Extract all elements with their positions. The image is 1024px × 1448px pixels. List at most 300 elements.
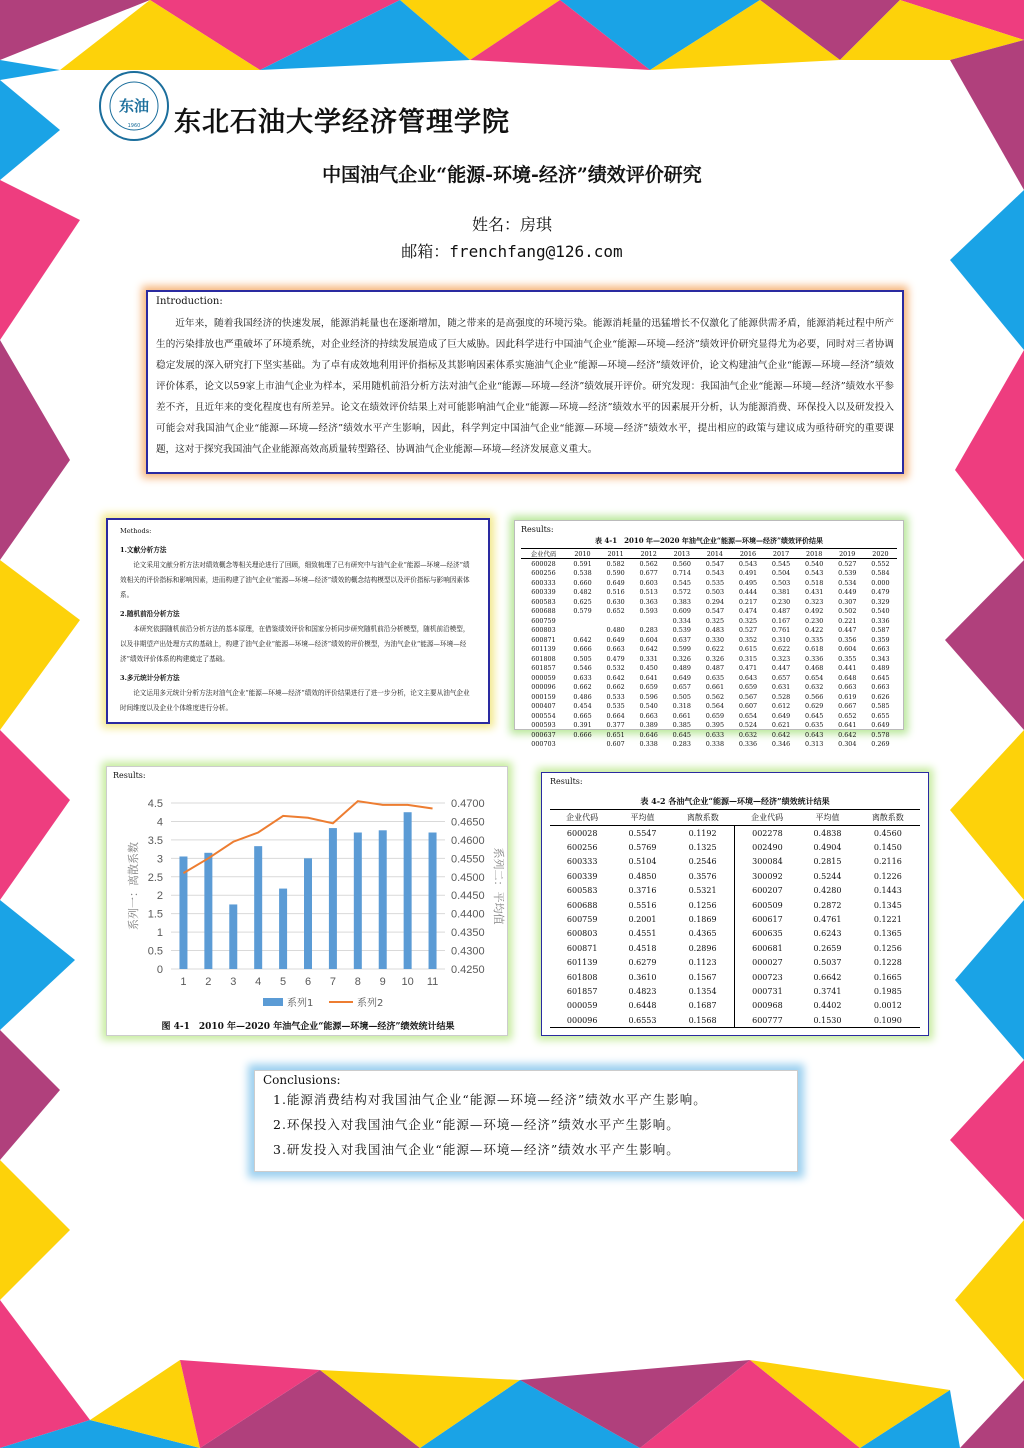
table-header-cell: 2017	[765, 549, 798, 559]
table-cell: 0.622	[771, 645, 791, 654]
table-row	[521, 702, 897, 712]
bar	[429, 833, 437, 969]
table-cell: 0.649	[606, 578, 625, 587]
table-cell: 0.441	[838, 664, 857, 673]
results-label: Results:	[521, 525, 554, 534]
table-cell: 0.659	[705, 711, 725, 720]
table-cell: 0.539	[838, 569, 857, 578]
methods-section-title: 3.多元统计分析方法	[120, 674, 180, 682]
table-cell: 0.562	[705, 692, 725, 701]
table-cell: 600583	[566, 886, 598, 896]
table-cell: 0.294	[705, 597, 725, 606]
results-table2-box	[541, 772, 929, 1036]
table-cell: 0.642	[838, 730, 857, 739]
statistics-table	[550, 809, 920, 1028]
table-cell: 0.3741	[813, 986, 842, 996]
table-cell: 0.505	[672, 692, 691, 701]
conclusion-item: 3.研发投入对我国油气企业“能源—环境—经济”绩效水平产生影响。	[273, 1142, 680, 1157]
table-cell: 600617	[752, 915, 783, 925]
table-cell: 0.363	[639, 597, 658, 606]
table-cell: 0.1090	[856, 1013, 920, 1028]
y2-tick-label: 0.4500	[451, 871, 485, 884]
chart-caption: 图 4-1 2010 年—2020 年油气企业“能源—环境—经济”绩效统计结果	[161, 1022, 455, 1032]
x-tick-label: 10	[401, 976, 414, 988]
table-cell: 0.1228	[873, 958, 902, 968]
table-cell: 0.450	[639, 664, 658, 673]
table-cell: 0.518	[805, 578, 824, 587]
table-cell: 0.6553	[614, 1013, 670, 1028]
table-cell: 0.1687	[671, 999, 735, 1013]
table-cell: 0.336	[871, 616, 890, 625]
table-cell: 0.1221	[873, 915, 902, 925]
table-cell: 0.5516	[628, 900, 657, 910]
table-row	[521, 597, 897, 607]
table-header-cell: 企业代码	[735, 810, 799, 826]
table-cell: 600207	[752, 886, 783, 896]
table-cell: 0.661	[705, 683, 725, 692]
table-cell: 0.637	[672, 635, 691, 644]
table-cell: 0.5547	[628, 828, 657, 838]
table-cell	[599, 616, 632, 626]
table-cell: 000096	[550, 1013, 614, 1028]
table-cell: 0.607	[606, 740, 625, 749]
table-cell: 600028	[531, 559, 556, 568]
table-cell: 0.502	[838, 607, 857, 616]
table-row	[521, 740, 897, 750]
table-cell: 0.335	[805, 635, 824, 644]
table-cell: 0.331	[639, 654, 658, 663]
table-row	[521, 730, 897, 740]
table-cell: 0.2546	[671, 855, 735, 869]
results-chart-box	[106, 766, 508, 1036]
table-cell: 600871	[566, 943, 598, 953]
table-cell: 0.657	[771, 673, 791, 682]
table-row	[550, 884, 920, 898]
table-cell: 0.307	[838, 597, 857, 606]
table-cell: 0.356	[838, 635, 857, 644]
table-cell: 0.336	[805, 654, 824, 663]
table-cell: 0.4560	[873, 828, 902, 838]
table-cell: 0.547	[705, 607, 725, 616]
table-cell: 0.516	[606, 588, 625, 597]
table-header-cell: 2011	[599, 549, 632, 559]
results-label: Results:	[550, 777, 583, 786]
table-cell: 300092	[752, 871, 783, 881]
table-header-cell: 2019	[831, 549, 864, 559]
table-cell: 0.5769	[628, 843, 657, 853]
performance-table	[521, 548, 897, 749]
bar	[279, 889, 287, 969]
table-cell: 0.642	[573, 635, 592, 644]
table-cell: 0.323	[771, 654, 791, 663]
table-cell: 0.1256	[671, 898, 735, 912]
table-cell: 0.5321	[671, 884, 735, 898]
table-cell: 0.1869	[671, 912, 735, 926]
y2-tick-label: 0.4350	[451, 927, 485, 940]
table-cell: 0.1365	[873, 929, 902, 939]
table-row	[521, 721, 897, 731]
table-row	[521, 588, 897, 598]
table-cell: 0.629	[805, 702, 824, 711]
table-cell: 0.539	[672, 626, 691, 635]
table-cell: 0.2872	[813, 900, 842, 910]
table-cell: 0.659	[639, 683, 658, 692]
table-row	[550, 984, 920, 998]
table-cell: 0.381	[771, 588, 791, 597]
table-cell: 0.325	[738, 616, 758, 625]
table-cell: 0.230	[771, 597, 791, 606]
table-cell: 0.5104	[628, 857, 657, 867]
table-cell: 0.325	[705, 616, 725, 625]
table-cell: 0.4904	[813, 843, 842, 853]
table-cell: 000723	[752, 972, 783, 982]
table-cell: 0.4850	[628, 871, 657, 881]
table-cell: 0.6642	[813, 972, 842, 982]
table-cell: 000593	[531, 721, 556, 730]
table-cell: 0.714	[672, 569, 691, 578]
conclusions-box	[254, 1070, 798, 1172]
table-cell: 0.560	[672, 559, 691, 568]
bar	[354, 833, 362, 969]
table-cell: 0.663	[871, 683, 890, 692]
bar	[329, 828, 337, 969]
table-cell: 0.585	[871, 702, 890, 711]
table-row	[521, 692, 897, 702]
table-cell: 0.615	[738, 645, 758, 654]
table-cell: 0.572	[672, 588, 691, 597]
introduction-box	[146, 290, 904, 474]
table-cell: 000968	[752, 1001, 783, 1011]
table-row	[521, 711, 897, 721]
table-header-cell: 企业代码	[521, 549, 566, 559]
table-cell: 0.313	[805, 740, 824, 749]
logo-text: 东油	[118, 97, 150, 115]
table-cell: 0.543	[805, 569, 824, 578]
table-row	[521, 616, 897, 626]
table-cell: 0.447	[838, 626, 857, 635]
table-cell: 0.1256	[873, 943, 902, 953]
table-cell: 600509	[752, 900, 783, 910]
y-axis-title: 系列一：离散系数	[127, 842, 140, 930]
table-cell: 0.590	[606, 569, 625, 578]
table-cell: 0.283	[639, 626, 658, 635]
x-tick-label: 5	[280, 976, 287, 988]
table-cell: 600333	[531, 578, 556, 587]
table-cell: 0.2659	[813, 943, 842, 953]
table-cell: 0.564	[705, 702, 725, 711]
table-cell: 0.661	[672, 711, 691, 720]
table-cell: 600256	[531, 569, 556, 578]
table-cell: 0.474	[738, 607, 758, 616]
table-row	[550, 855, 920, 869]
y-tick-label: 4.5	[147, 798, 163, 810]
table-cell: 0.503	[771, 578, 791, 587]
table-row	[550, 912, 920, 926]
table-cell: 0.326	[672, 654, 691, 663]
table-cell: 0.315	[738, 654, 758, 663]
table-cell: 0.1354	[671, 984, 735, 998]
table-header-cell: 2020	[864, 549, 897, 559]
table-cell: 0.1345	[873, 900, 902, 910]
table-cell: 0.645	[871, 673, 890, 682]
table-cell: 0.677	[639, 569, 658, 578]
bar	[404, 812, 412, 969]
table-cell: 0.6279	[628, 958, 657, 968]
table-cell: 0.604	[639, 635, 658, 644]
table-cell: 0.447	[771, 664, 791, 673]
table-cell: 0.578	[871, 730, 890, 739]
table-cell: 0.621	[771, 721, 791, 730]
introduction-text: 近年来，随着我国经济的快速发展，能源消耗量也在逐渐增加，随之带来的是高强度的环境污染。能源消耗量的迅猛增长不仅激化了能源供需矛盾，能源消耗过程中所产生的污染排放也严重破坏了环境系统，对企业经济的持续发展造成了巨大威胁。因此科学进行中国油气企业“能源—环境—经济”绩效评价研究显得尤为必要，同时对三者协调稳定发展的深入研究打下坚实基础。为了卓有成效地利用评价指标及其影响因素体系实施油气企业“能源—环境—经济”绩效评价，论文构建油气企业“能源—环境—经济”绩效评价体系，论文以59家上市油气企业为样本，采用随机前沿分析方法对油气企业“能源—环境—经济”绩效展开评价。研究发现：我国油气企业“能源—环境—经济”绩效水平参差不齐，且近年来的变化程度也有所差异。论文在绩效评价结果上对可能影响油气企业“能源—环境—经济”绩效水平的因素展开分析，认为能源消费、环保投入以及研发投入可能会对我国油气企业“能源—环境—经济”绩效水平产生影响，因此，科学判定中国油气企业“能源—环境—经济”绩效水平，提出相应的政策与建议成为亟待研究的重要课题，这对于探究我国油气企业能源高效高质量转型路径、协调油气企业能源—环境—经济发展意义重大。	[156, 318, 894, 455]
y-tick-label: 2.5	[147, 871, 163, 884]
table-cell: 0.230	[805, 616, 824, 625]
table-cell: 600803	[531, 626, 556, 635]
y2-tick-label: 0.4450	[451, 890, 485, 903]
table-cell: 0.593	[639, 607, 658, 616]
y-tick-label: 3	[156, 853, 163, 866]
x-tick-label: 11	[426, 976, 439, 988]
table-cell: 0.4402	[813, 1001, 842, 1011]
table-cell: 0.625	[573, 597, 592, 606]
table-cell: 0.1450	[873, 843, 902, 853]
table-cell: 0.338	[705, 740, 725, 749]
table-cell: 600759	[566, 915, 598, 925]
methods-section-text: 论文采用文献分析方法对绩效概念等相关理论进行了回顾，细致梳理了已有研究中与油气企业“能源—环境—经济”绩效相关的评价指标和影响因素，进而构建了油气企业“能源—环境—经济”绩效的概念结构模型以及评价指标与影响因素体系。	[120, 561, 470, 599]
table-cell: 0.513	[639, 588, 658, 597]
table-cell: 0.667	[838, 702, 857, 711]
table-cell: 0.480	[606, 626, 625, 635]
table-cell: 0.330	[705, 635, 725, 644]
table-cell: 0.3576	[671, 869, 735, 883]
table-cell: 0.663	[871, 645, 890, 654]
table-cell	[566, 626, 599, 636]
table-cell: 0.391	[573, 721, 592, 730]
table-cell: 600688	[531, 607, 556, 616]
table-cell: 0.217	[738, 597, 758, 606]
table-cell: 0.304	[838, 740, 857, 749]
table-header-cell: 2014	[698, 549, 731, 559]
table-cell: 0.532	[606, 664, 625, 673]
combo-chart	[107, 767, 509, 1037]
y-tick-label: 0	[156, 964, 163, 976]
table-cell: 0.642	[606, 673, 625, 682]
table-header-cell: 离散系数	[856, 810, 920, 826]
table-cell: 600759	[531, 616, 556, 625]
table-cell: 0.1192	[671, 826, 735, 841]
table-cell: 0.527	[838, 559, 857, 568]
table-header-cell: 2013	[665, 549, 698, 559]
table2-caption: 表 4-2 各油气企业“能源—环境—经济”绩效统计结果	[640, 796, 830, 806]
table-cell: 600256	[566, 843, 598, 853]
table-cell: 0.449	[838, 588, 857, 597]
table-cell: 0.527	[738, 626, 758, 635]
table-header-cell: 平均值	[614, 810, 670, 826]
table-cell: 0.599	[672, 645, 691, 654]
table-cell: 0.567	[738, 692, 758, 701]
table-cell: 0.643	[738, 673, 758, 682]
table-cell: 0.535	[705, 578, 725, 587]
y-tick-label: 1	[156, 927, 163, 940]
table-cell: 0.1443	[873, 886, 902, 896]
bar	[179, 856, 187, 969]
table-cell: 000059	[531, 673, 556, 682]
table-cell: 0.641	[838, 721, 857, 730]
table-cell: 0.666	[573, 645, 592, 654]
table-cell: 0.471	[738, 664, 758, 673]
table-cell: 0.503	[705, 588, 725, 597]
table-cell: 002278	[752, 828, 783, 838]
table-cell: 0.662	[573, 683, 592, 692]
legend-swatch	[263, 998, 283, 1006]
x-tick-label: 8	[354, 976, 361, 988]
table-cell: 000637	[531, 730, 556, 739]
table-cell: 0.505	[573, 654, 592, 663]
table-cell: 0.547	[705, 559, 725, 568]
table-header-cell: 2018	[798, 549, 831, 559]
x-tick-label: 2	[205, 976, 212, 988]
table-cell: 0.334	[672, 616, 691, 625]
table-cell: 0.649	[672, 673, 691, 682]
table-cell: 600681	[752, 943, 783, 953]
table-cell: 0.533	[606, 692, 625, 701]
table-cell	[566, 740, 599, 750]
y-tick-label: 0.5	[147, 945, 163, 958]
x-tick-label: 7	[329, 976, 336, 988]
table-cell: 0.596	[639, 692, 658, 701]
table-cell: 0.651	[606, 730, 625, 739]
table-cell: 0.633	[705, 730, 725, 739]
table-cell: 0.4551	[628, 929, 657, 939]
table-cell: 601857	[531, 664, 556, 673]
y2-tick-label: 0.4650	[451, 816, 485, 829]
table-cell: 0.663	[838, 683, 857, 692]
table-cell: 0.545	[672, 578, 691, 587]
table-cell: 0.343	[871, 654, 890, 663]
table-cell: 0.491	[738, 569, 758, 578]
table-cell: 0.492	[805, 607, 824, 616]
table-cell: 0.632	[805, 683, 824, 692]
table-cell: 0.1226	[873, 871, 902, 881]
table-cell: 0.545	[771, 559, 791, 568]
table-cell: 0.665	[573, 711, 592, 720]
table-cell: 600339	[531, 588, 556, 597]
table-cell: 0.489	[871, 664, 890, 673]
table-cell: 0.323	[805, 597, 824, 606]
table-cell: 0.603	[639, 578, 658, 587]
table-cell: 0.654	[805, 673, 824, 682]
table-header-cell: 2016	[731, 549, 764, 559]
table1-caption: 表 4-1 2010 年—2020 年油气企业“能源—环境—经济”绩效评价结果	[595, 536, 823, 545]
table-cell: 0.1665	[873, 972, 902, 982]
table-cell: 0.377	[606, 721, 625, 730]
table-row	[550, 927, 920, 941]
table-cell: 0.663	[639, 711, 658, 720]
table-cell: 0.479	[871, 588, 890, 597]
table-cell: 0.3610	[628, 972, 657, 982]
table-cell: 0.659	[738, 683, 758, 692]
table-row	[521, 569, 897, 579]
y2-tick-label: 0.4700	[451, 798, 485, 810]
table-cell: 0.1325	[671, 840, 735, 854]
table-cell: 601139	[531, 645, 556, 654]
table-cell: 0.0012	[873, 1001, 902, 1011]
bar	[229, 904, 237, 969]
table-cell: 0.487	[771, 607, 791, 616]
table-cell: 600339	[566, 871, 598, 881]
table-cell: 0.359	[871, 635, 890, 644]
table-cell: 0.632	[738, 730, 758, 739]
table-cell: 0.310	[771, 635, 791, 644]
table-cell: 0.2896	[671, 941, 735, 955]
table-cell: 0.504	[771, 569, 791, 578]
table-cell: 0.648	[838, 673, 857, 682]
logo-year: 1960	[127, 123, 141, 129]
conclusion-item: 2.环保投入对我国油气企业“能源—环境—经济”绩效水平产生影响。	[273, 1117, 680, 1132]
table-cell: 0.635	[705, 673, 725, 682]
table-cell: 0.607	[738, 702, 758, 711]
table-cell: 0.652	[838, 711, 857, 720]
table-cell: 000703	[531, 740, 556, 749]
table-cell: 0.1530	[799, 1013, 855, 1028]
table-cell: 0.633	[573, 673, 592, 682]
table-cell: 0.524	[738, 721, 758, 730]
table-cell: 0.422	[805, 626, 824, 635]
table-cell: 600871	[531, 635, 556, 644]
table-row	[550, 898, 920, 912]
table-cell: 0.4823	[628, 986, 657, 996]
table-cell: 0.486	[573, 692, 592, 701]
table-cell: 0.5037	[813, 958, 842, 968]
table-row	[521, 683, 897, 693]
table-row	[521, 673, 897, 683]
table-row	[550, 1013, 920, 1028]
table-cell: 0.221	[838, 616, 857, 625]
x-tick-label: 6	[304, 976, 312, 988]
table-cell: 0.000	[871, 578, 890, 587]
table-cell: 0.618	[805, 645, 824, 654]
table-cell: 0.534	[838, 578, 857, 587]
table-cell: 000096	[531, 683, 556, 692]
table-cell: 0.660	[573, 578, 592, 587]
table-cell: 0.645	[672, 730, 691, 739]
table-cell: 0.6243	[813, 929, 842, 939]
table-cell: 0.546	[573, 664, 592, 673]
table-cell: 0.654	[738, 711, 758, 720]
conclusions-heading: Conclusions:	[263, 1073, 341, 1087]
table-cell: 600028	[566, 828, 598, 838]
table-cell: 0.562	[639, 559, 658, 568]
table-cell: 0.444	[738, 588, 758, 597]
table-row	[521, 626, 897, 636]
methods-section-title: 1.文献分析方法	[120, 546, 167, 554]
table-cell: 0.454	[573, 702, 592, 711]
table-cell: 0.761	[771, 626, 791, 635]
table-cell: 0.4518	[628, 943, 657, 953]
table-cell: 0.552	[871, 559, 890, 568]
table-cell: 0.6448	[628, 1001, 657, 1011]
table-row	[521, 654, 897, 664]
x-tick-label: 4	[255, 976, 262, 988]
table-cell: 600777	[735, 1013, 799, 1028]
table-cell: 601808	[531, 654, 556, 663]
table-row	[550, 826, 920, 841]
methods-section-text: 论文运用多元统计分析方法对油气企业“能源—环境—经济”绩效的评价结果进行了进一步分析，论文主要从油气企业时间维度以及企业个体维度进行分析。	[120, 689, 470, 712]
table-cell: 0.645	[805, 711, 824, 720]
table-cell: 0.483	[705, 626, 725, 635]
table-cell: 0.540	[871, 607, 890, 616]
results-label: Results:	[113, 771, 146, 780]
table-cell: 0.346	[771, 740, 791, 749]
